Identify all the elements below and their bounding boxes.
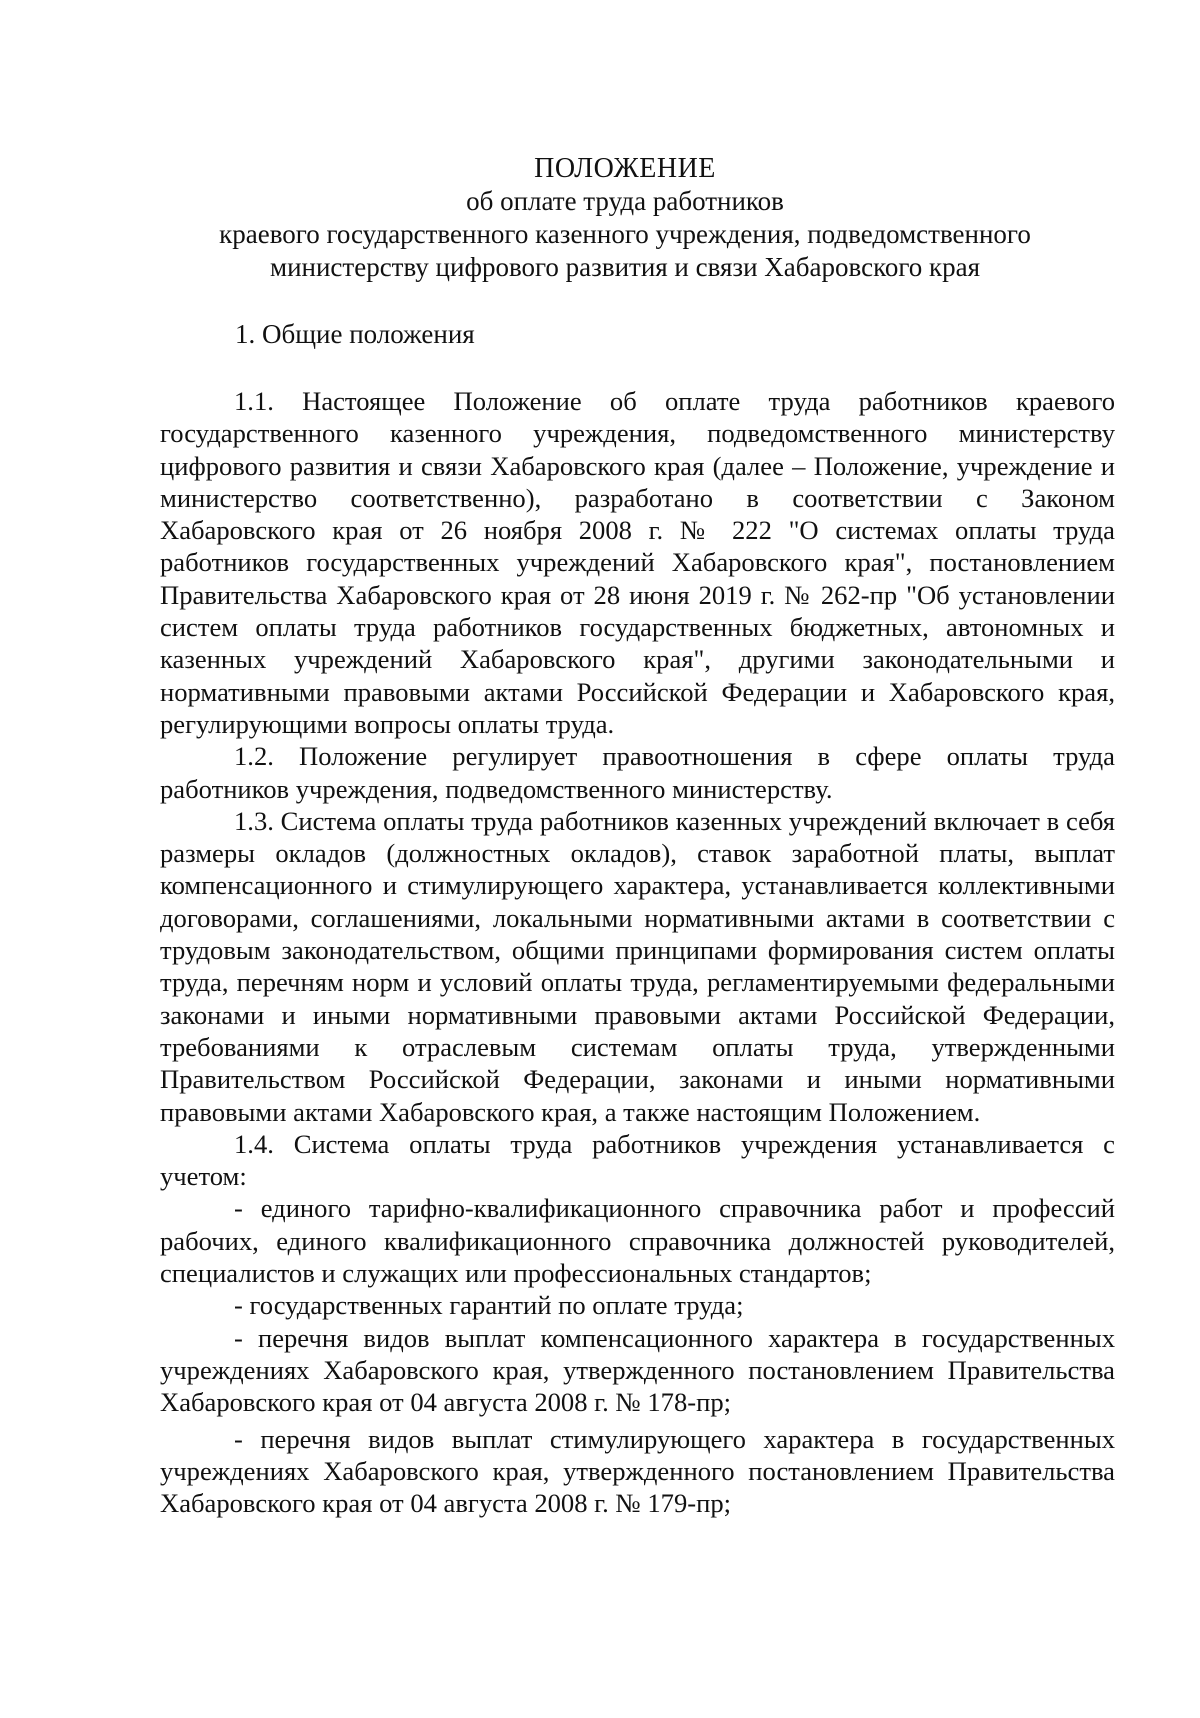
document-body <box>160 385 1115 1519</box>
document-subtitle-line: краевого государственного казенного учреждения, подведомственного <box>219 219 1031 249</box>
list-item: - единого тарифно-квалификационного справочника работ и профессий рабочих, единого квалификационного справочника должностей руководителей, специалистов и служащих или профессиональных стандартов; <box>160 1193 1115 1289</box>
section-heading: 1. Общие положения <box>235 319 475 349</box>
document-title: ПОЛОЖЕНИЕ <box>534 153 716 184</box>
document-subtitle-line: об оплате труда работников <box>466 186 784 216</box>
paragraph: 1.3. Система оплаты труда работников казенных учреждений включает в себя размеры окладов (должностных окладов), ставок заработной платы, выплат компенсационного и стимулирующего характера, устанавливается коллективными договорами, соглашениями, локальными нормативными актами в соответствии с трудовым законодательством, общими принципами формирования систем оплаты труда, перечням норм и условий оплаты труда, регламентируемыми федеральными законами и иными нормативными правовыми актами Российской Федерации, требованиями к отраслевым системам оплаты труда, утвержденными Правительством Российской Федерации, законами и иными нормативными правовыми актами Хабаровского края, а также настоящим Положением. <box>160 805 1115 1127</box>
paragraph: 1.2. Положение регулирует правоотношения в сфере оплаты труда работников учреждения, подведомственного министерству. <box>160 741 1115 804</box>
document-header <box>150 152 1100 284</box>
paragraph: 1.4. Система оплаты труда работников учреждения устанавливается с учетом: <box>160 1128 1115 1192</box>
list-item: - государственных гарантий по оплате труда; <box>234 1290 744 1321</box>
list-item: - перечня видов выплат стимулирующего характера в государственных учреждениях Хабаровского края, утвержденного постановлением Правительства Хабаровского края от 04 августа 2008 г. № 179-пр; <box>160 1423 1115 1519</box>
document-subtitle-line: министерству цифрового развития и связи Хабаровского края <box>270 252 980 282</box>
paragraph: 1.1. Настоящее Положение об оплате труда работников краевого государственного казенного учреждения, подведомственного министерству цифрового развития и связи Хабаровского края (далее – Положение, учреждение и министерство соответственно), разработано в соответствии с Законом Хабаровского края от 26 ноября 2008 г. № 222 "О системах оплаты труда работников государственных учреждений Хабаровского края", постановлением Правительства Хабаровского края от 28 июня 2019 г. № 262-пр "Об установлении систем оплаты труда работников государственных бюджетных, автономных и казенных учреждений Хабаровского края", другими законодательными и нормативными правовыми актами Российской Федерации и Хабаровского края, регулирующими вопросы оплаты труда. <box>160 386 1115 739</box>
list-item: - перечня видов выплат компенсационного характера в государственных учреждениях Хабаровского края, утвержденного постановлением Правительства Хабаровского края от 04 августа 2008 г. № 178-пр; <box>160 1322 1115 1418</box>
